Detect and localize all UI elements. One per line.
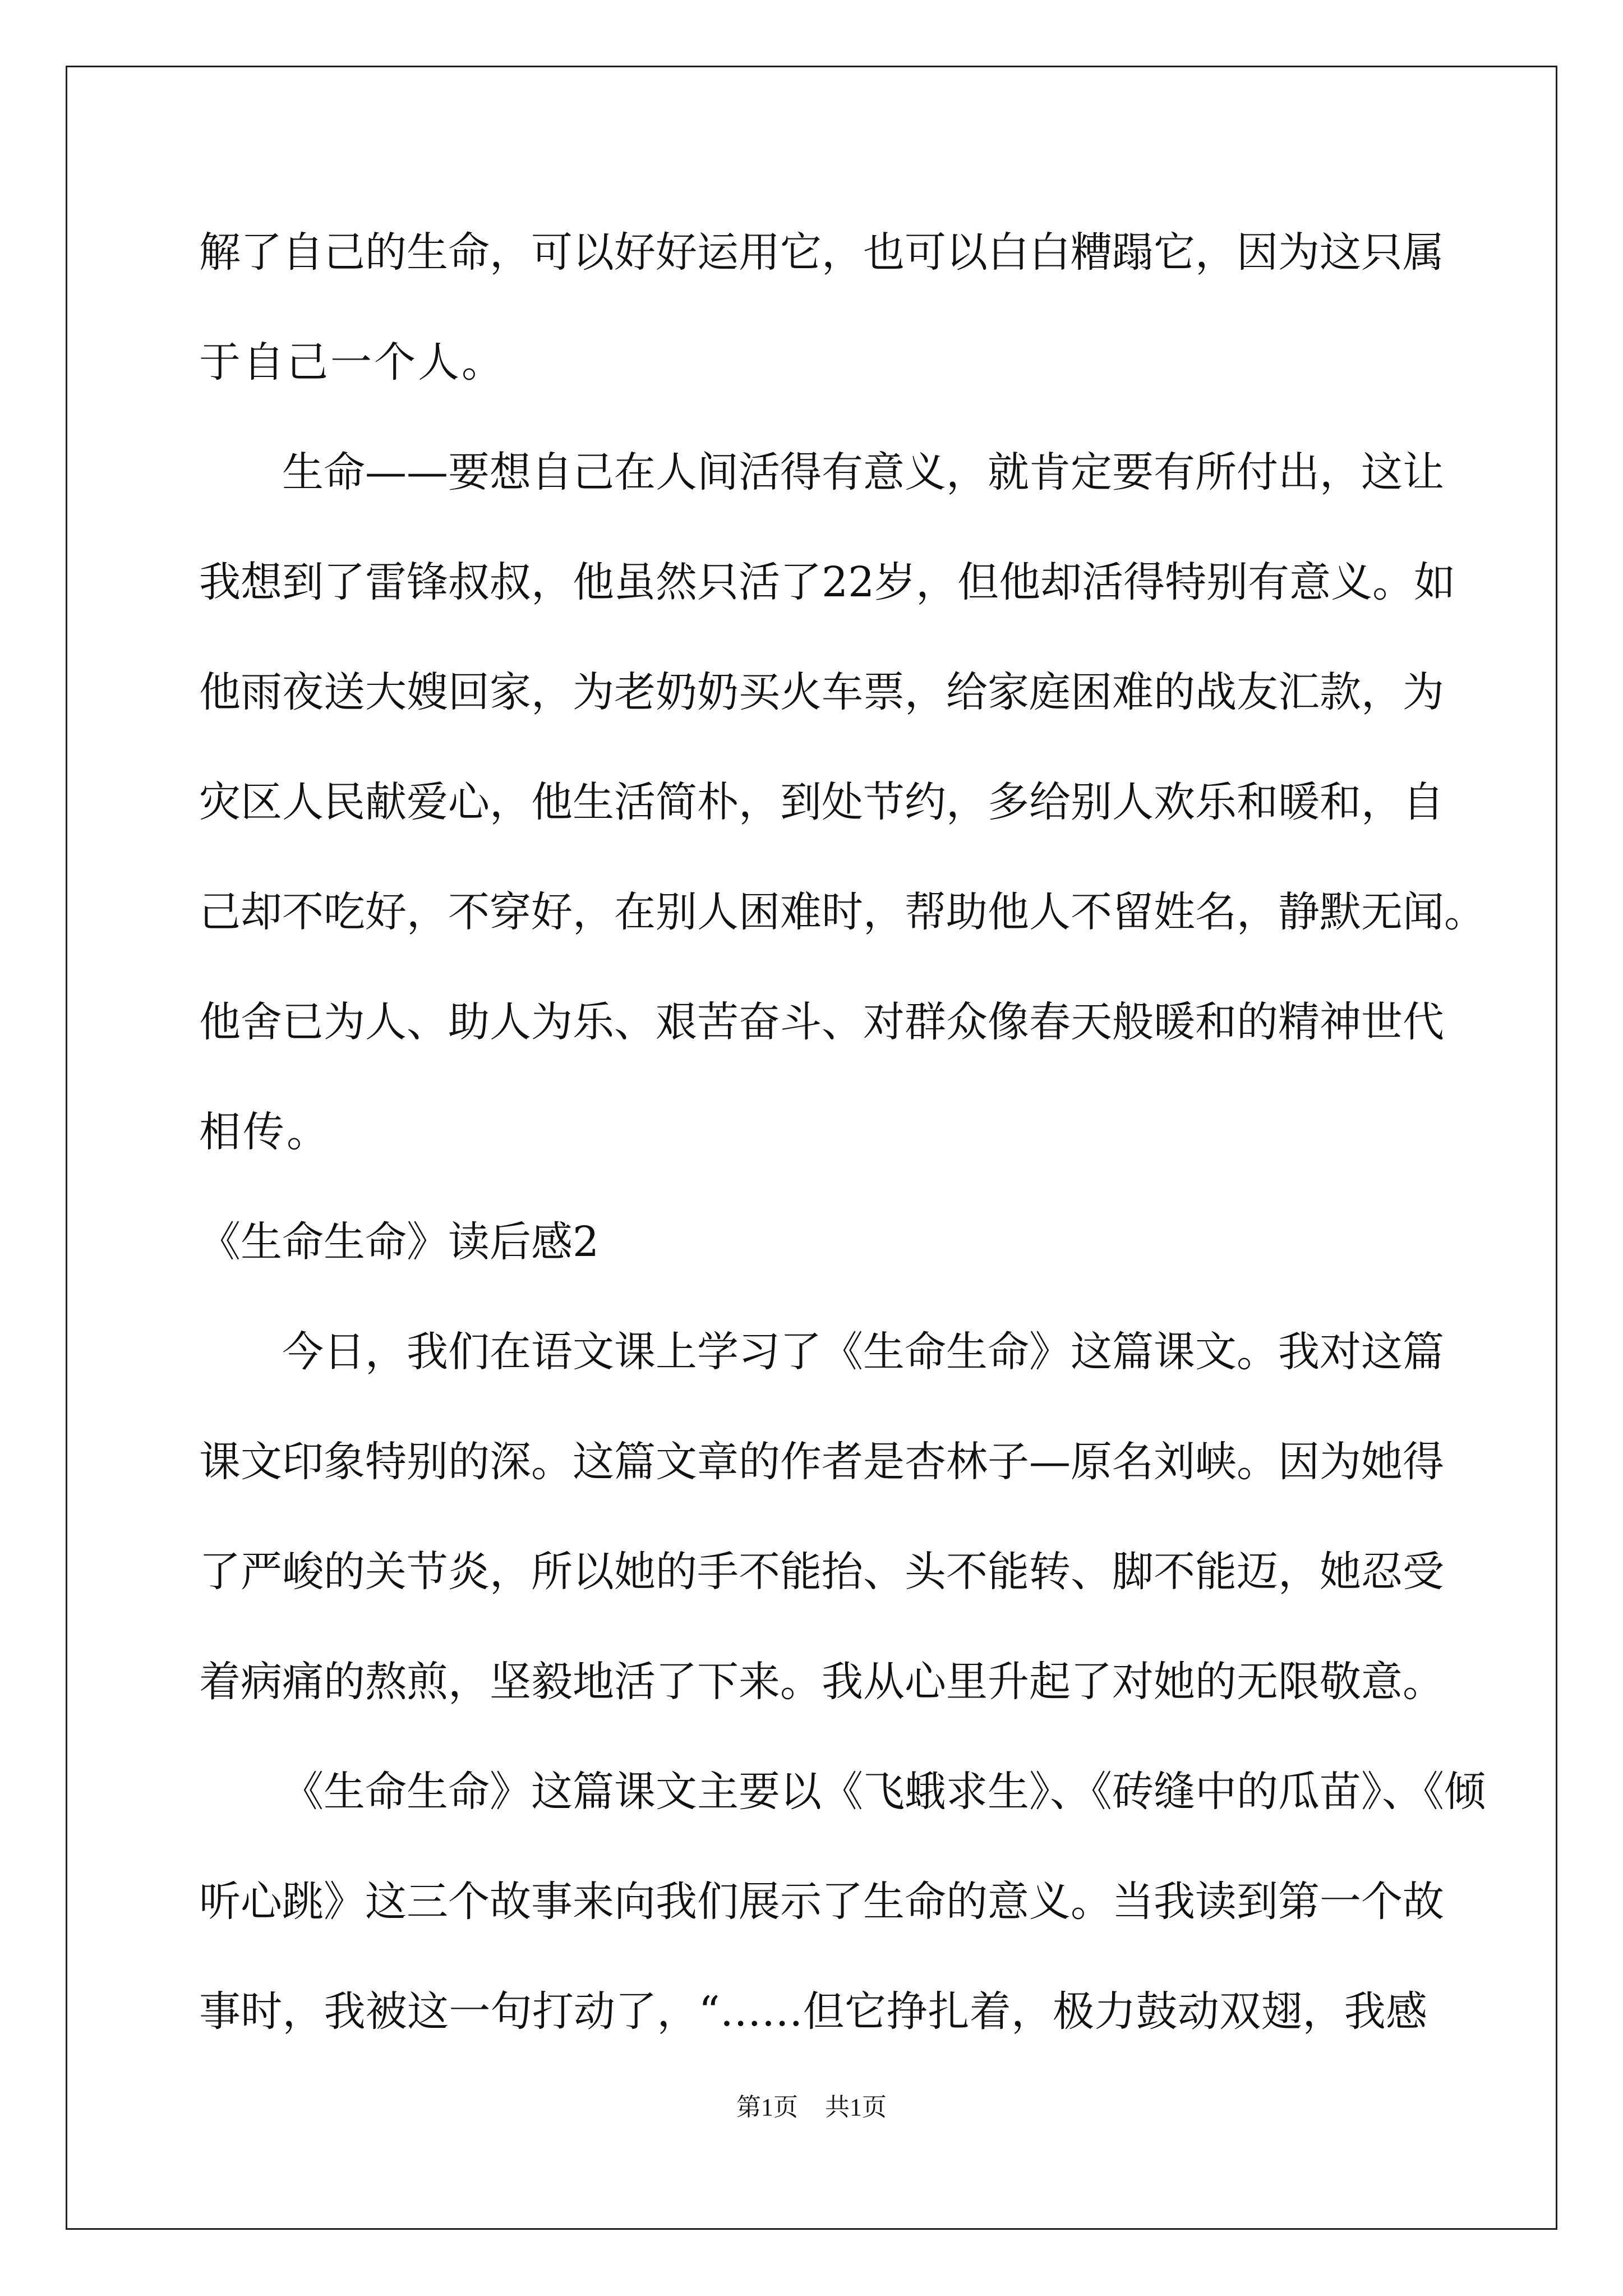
text-line: 己却不吃好，不穿好，在别人困难时，帮助他人不留姓名，静默无闻。 (199, 888, 1486, 936)
document-body (199, 216, 1486, 2085)
text-line: 事时，我被这一句打动了，“……但它挣扎着，极力鼓动双翅，我感 (199, 1987, 1427, 2036)
text-line: 于自己一个人。 (199, 338, 505, 386)
page-number: 第1页 (736, 2093, 798, 2121)
text-line: 相传。 (199, 1108, 330, 1156)
text-line: 听心跳》这三个故事来向我们展示了生命的意义。当我读到第一个故 (199, 1878, 1444, 1926)
text-line: 着病痛的熬煎，坚毅地活了下来。我从心里升起了对她的无限敬意。 (199, 1658, 1444, 1706)
paragraph-first-line: 生命——要想自己在人间活得有意义，就肯定要有所付出，这让 (282, 448, 1444, 496)
text-line: 课文印象特别的深。这篇文章的作者是杏林子—原名刘峡。因为她得 (199, 1438, 1444, 1486)
text-line: 解了自己的生命，可以好好运用它，也可以白白糟蹋它，因为这只属 (199, 228, 1444, 277)
section-heading: 《生命生命》读后感2 (199, 1218, 600, 1266)
page-footer (0, 2087, 1623, 2123)
text-line: 了严峻的关节炎，所以她的手不能抬、头不能转、脚不能迈，她忍受 (199, 1548, 1444, 1596)
text-line: 他舍已为人、助人为乐、艰苦奋斗、对群众像春天般暖和的精神世代 (199, 998, 1444, 1046)
page-total: 共1页 (825, 2093, 887, 2121)
paragraph-first-line: 《生命生命》这篇课文主要以《飞蛾求生》、《砖缝中的瓜苗》、《倾 (282, 1768, 1486, 1816)
text-line: 他雨夜送大嫂回家，为老奶奶买火车票，给家庭困难的战友汇款，为 (199, 668, 1444, 716)
text-line: 我想到了雷锋叔叔，他虽然只活了22岁，但他却活得特别有意义。如 (199, 558, 1456, 606)
paragraph-first-line: 今日，我们在语文课上学习了《生命生命》这篇课文。我对这篇 (282, 1328, 1444, 1376)
text-line: 灾区人民献爱心，他生活简朴，到处节约，多给别人欢乐和暖和，自 (199, 778, 1444, 826)
